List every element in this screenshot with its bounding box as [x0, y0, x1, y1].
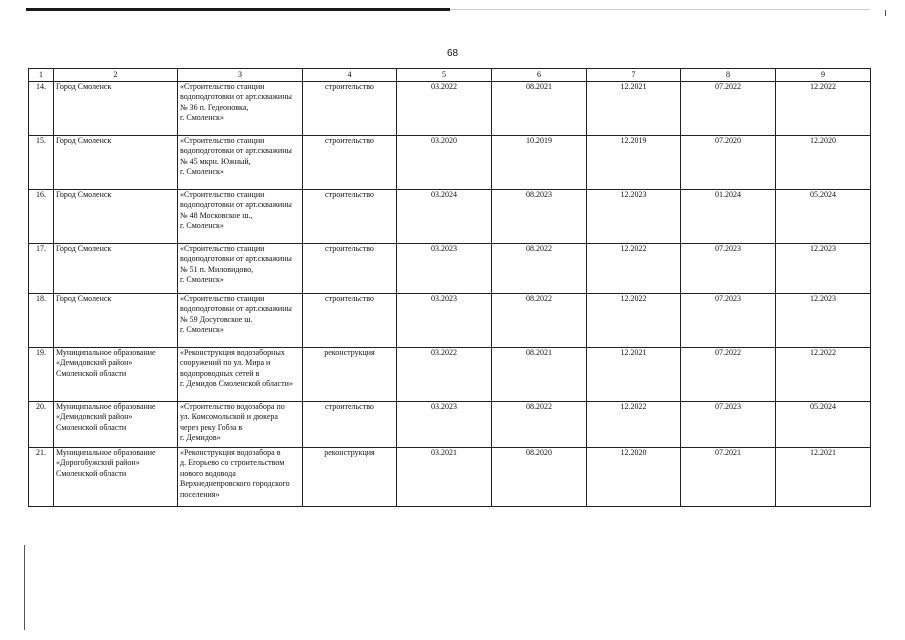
work-type: строительство [303, 136, 397, 190]
object-description-line: № 48 Московское ш., [180, 210, 253, 220]
object-description [178, 294, 303, 348]
object-description-line: «Строительство станции [180, 82, 265, 91]
date-col-9: 12.2022 [776, 348, 871, 402]
date-col-8: 07.2023 [681, 244, 776, 294]
object-description-line: водопроводных сетей в [180, 368, 260, 378]
object-description [178, 448, 303, 507]
object-description-line: водоподготовки от арт.скважины [180, 254, 292, 264]
object-description [178, 348, 303, 402]
object-description-line: д. Егорьево со строительством [180, 458, 285, 468]
municipality-name: Город Смоленск [54, 294, 178, 348]
date-col-8: 07.2022 [681, 82, 776, 136]
date-col-5: 03.2023 [397, 402, 492, 448]
header-col-3: 3 [178, 69, 303, 82]
table-header-row [29, 69, 871, 82]
municipality-name: Муниципальное образование «Демидовский район» Смоленской области [54, 402, 178, 448]
table-row [29, 82, 871, 136]
date-col-5: 03.2023 [397, 244, 492, 294]
top-scan-line [450, 9, 870, 10]
object-description-line: г. Смоленск» [180, 325, 224, 335]
work-type: строительство [303, 82, 397, 136]
header-col-2: 2 [54, 69, 178, 82]
row-number: 21. [29, 448, 54, 507]
right-scan-tick [885, 10, 886, 16]
date-col-7: 12.2019 [587, 136, 681, 190]
municipality-name: Муниципальное образование «Дорогобужский район» Смоленской области [54, 448, 178, 507]
date-col-6: 08.2021 [492, 348, 587, 402]
table-row [29, 294, 871, 348]
work-type: реконструкция [303, 348, 397, 402]
object-description-line: «Строительство водозабора по [180, 402, 285, 411]
date-col-6: 08.2021 [492, 82, 587, 136]
work-type: реконструкция [303, 448, 397, 507]
header-col-6: 6 [492, 69, 587, 82]
row-number: 17. [29, 244, 54, 294]
date-col-7: 12.2022 [587, 402, 681, 448]
object-description-line: ул. Комсомольской и дюкера [180, 412, 278, 422]
date-col-6: 08.2020 [492, 448, 587, 507]
municipality-name: Город Смоленск [54, 82, 178, 136]
table-row [29, 402, 871, 448]
object-description-line: «Реконструкция водозаборных [180, 348, 285, 357]
object-description-line: нового водовода [180, 468, 236, 478]
header-col-5: 5 [397, 69, 492, 82]
municipality-name: Город Смоленск [54, 190, 178, 244]
object-description-line: водоподготовки от арт.скважины [180, 146, 292, 156]
row-number: 18. [29, 294, 54, 348]
date-col-5: 03.2022 [397, 82, 492, 136]
object-description-line: водоподготовки от арт.скважины [180, 200, 292, 210]
date-col-7: 12.2022 [587, 244, 681, 294]
object-description-line: № 59 Досуговское ш. [180, 314, 253, 324]
date-col-9: 12.2023 [776, 294, 871, 348]
object-description-line: № 45 мкрн. Южный, [180, 156, 251, 166]
date-col-7: 12.2023 [587, 190, 681, 244]
work-type: строительство [303, 190, 397, 244]
date-col-5: 03.2024 [397, 190, 492, 244]
date-col-6: 08.2022 [492, 294, 587, 348]
work-type: строительство [303, 294, 397, 348]
object-description [178, 82, 303, 136]
header-col-8: 8 [681, 69, 776, 82]
row-number: 19. [29, 348, 54, 402]
date-col-7: 12.2020 [587, 448, 681, 507]
object-description-line: водоподготовки от арт.скважины [180, 304, 292, 314]
date-col-7: 12.2022 [587, 294, 681, 348]
left-scan-line [24, 545, 25, 630]
object-description-line: г. Смоленск» [180, 221, 224, 231]
date-col-6: 08.2022 [492, 244, 587, 294]
date-col-8: 07.2022 [681, 348, 776, 402]
work-type: строительство [303, 402, 397, 448]
date-col-8: 07.2023 [681, 294, 776, 348]
object-description-line: сооружений по ул. Мира и [180, 358, 271, 368]
table-row [29, 348, 871, 402]
date-col-5: 03.2022 [397, 348, 492, 402]
object-description-line: поселения» [180, 489, 220, 499]
object-description-line: № 36 п. Гедеоновка, [180, 102, 249, 112]
date-col-9: 12.2022 [776, 82, 871, 136]
object-description [178, 190, 303, 244]
date-col-7: 12.2021 [587, 348, 681, 402]
date-col-5: 03.2020 [397, 136, 492, 190]
date-col-8: 07.2023 [681, 402, 776, 448]
object-description [178, 136, 303, 190]
date-col-7: 12.2021 [587, 82, 681, 136]
date-col-8: 07.2020 [681, 136, 776, 190]
object-description [178, 402, 303, 448]
date-col-5: 03.2021 [397, 448, 492, 507]
row-number: 14. [29, 82, 54, 136]
object-description-line: г. Смоленск» [180, 113, 224, 123]
municipality-name: Муниципальное образование «Демидовский район» Смоленской области [54, 348, 178, 402]
object-description-line: Верхнеднепровского городского [180, 479, 290, 489]
table-row [29, 244, 871, 294]
object-description-line: через реку Гобза в [180, 422, 243, 432]
header-col-1: 1 [29, 69, 54, 82]
object-description-line: «Строительство станции [180, 136, 265, 145]
date-col-6: 08.2023 [492, 190, 587, 244]
top-scan-bar [26, 8, 450, 11]
object-description-line: «Строительство станции [180, 294, 265, 303]
row-number: 15. [29, 136, 54, 190]
municipality-name: Город Смоленск [54, 244, 178, 294]
header-col-4: 4 [303, 69, 397, 82]
header-col-9: 9 [776, 69, 871, 82]
object-description-line: г. Смоленск» [180, 275, 224, 285]
date-col-9: 05.2024 [776, 190, 871, 244]
object-description [178, 244, 303, 294]
object-description-line: «Реконструкция водозабора в [180, 448, 281, 457]
object-description-line: «Строительство станции [180, 190, 265, 199]
date-col-5: 03.2023 [397, 294, 492, 348]
investment-objects-table [28, 68, 871, 507]
municipality-name: Город Смоленск [54, 136, 178, 190]
date-col-9: 05.2024 [776, 402, 871, 448]
object-description-line: № 51 п. Миловидово, [180, 264, 254, 274]
table-row [29, 448, 871, 507]
object-description-line: «Строительство станции [180, 244, 265, 253]
work-type: строительство [303, 244, 397, 294]
date-col-9: 12.2021 [776, 448, 871, 507]
row-number: 16. [29, 190, 54, 244]
row-number: 20. [29, 402, 54, 448]
date-col-6: 08.2022 [492, 402, 587, 448]
table-row [29, 190, 871, 244]
date-col-8: 07.2021 [681, 448, 776, 507]
object-description-line: г. Смоленск» [180, 167, 224, 177]
date-col-9: 12.2020 [776, 136, 871, 190]
page-number: 68 [446, 48, 459, 59]
object-description-line: г. Демидов» [180, 433, 221, 443]
date-col-6: 10.2019 [492, 136, 587, 190]
table-row [29, 136, 871, 190]
date-col-9: 12.2023 [776, 244, 871, 294]
object-description-line: г. Демидов Смоленской области» [180, 379, 293, 389]
header-col-7: 7 [587, 69, 681, 82]
date-col-8: 01.2024 [681, 190, 776, 244]
object-description-line: водоподготовки от арт.скважины [180, 92, 292, 102]
